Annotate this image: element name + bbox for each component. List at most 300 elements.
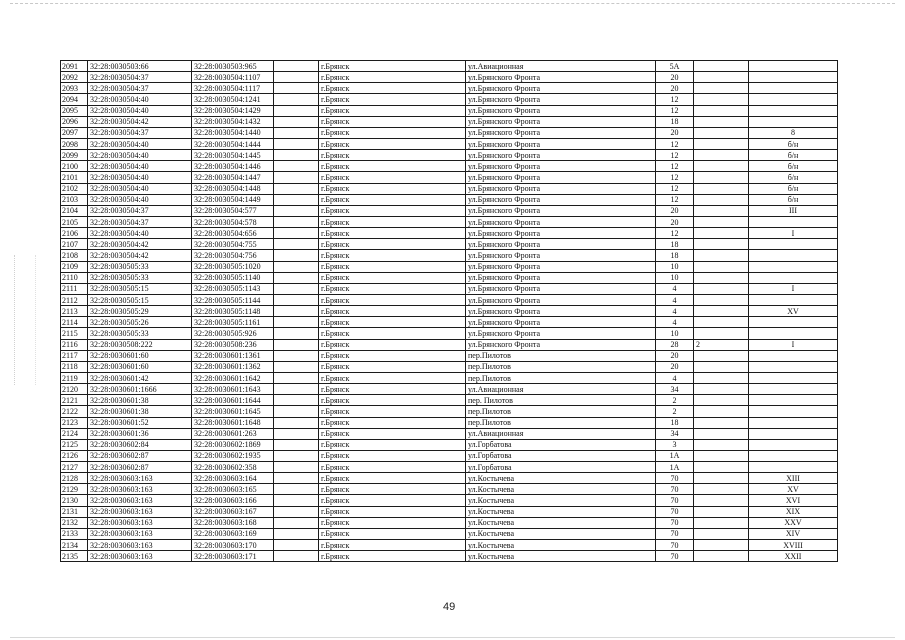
city-cell: г.Брянск (319, 116, 466, 127)
table-row (61, 439, 838, 450)
row-number-cell: 2116 (61, 339, 88, 350)
house-number-cell: 20 (656, 361, 694, 372)
empty-cell (274, 372, 319, 383)
table-row (61, 339, 838, 350)
building-number-cell (694, 372, 749, 383)
empty-cell (274, 406, 319, 417)
empty-cell (274, 450, 319, 461)
street-cell: ул.Брянского Фронта (466, 83, 656, 94)
building-number-cell (694, 551, 749, 562)
house-number-cell: 70 (656, 484, 694, 495)
premises-number-cell: I (749, 283, 838, 294)
table-row (61, 417, 838, 428)
building-number-cell (694, 138, 749, 149)
building-number-cell (694, 72, 749, 83)
table-row (61, 462, 838, 473)
house-number-cell: 2 (656, 406, 694, 417)
house-number-cell: 70 (656, 517, 694, 528)
table-row (61, 306, 838, 317)
object-cadastral-cell: 32:28:0030504:656 (192, 228, 274, 239)
parcel-cadastral-cell: 32:28:0030603:163 (88, 528, 192, 539)
table-row (61, 361, 838, 372)
parcel-cadastral-cell: 32:28:0030505:29 (88, 306, 192, 317)
premises-number-cell: 8 (749, 127, 838, 138)
street-cell: пер.Пилотов (466, 372, 656, 383)
empty-cell (274, 172, 319, 183)
row-number-cell: 2124 (61, 428, 88, 439)
street-cell: ул.Брянского Фронта (466, 216, 656, 227)
row-number-cell: 2128 (61, 473, 88, 484)
parcel-cadastral-cell: 32:28:0030603:163 (88, 484, 192, 495)
premises-number-cell (749, 406, 838, 417)
object-cadastral-cell: 32:28:0030603:164 (192, 473, 274, 484)
empty-cell (274, 105, 319, 116)
scan-artifact (14, 255, 36, 385)
object-cadastral-cell: 32:28:0030505:1161 (192, 317, 274, 328)
table-row (61, 83, 838, 94)
table-row (61, 183, 838, 194)
parcel-cadastral-cell: 32:28:0030504:40 (88, 228, 192, 239)
table-row (61, 283, 838, 294)
city-cell: г.Брянск (319, 484, 466, 495)
house-number-cell: 34 (656, 428, 694, 439)
row-number-cell: 2129 (61, 484, 88, 495)
street-cell: ул.Горбатова (466, 450, 656, 461)
parcel-cadastral-cell: 32:28:0030601:60 (88, 361, 192, 372)
parcel-cadastral-cell: 32:28:0030602:87 (88, 450, 192, 461)
house-number-cell: 12 (656, 228, 694, 239)
city-cell: г.Брянск (319, 61, 466, 72)
house-number-cell: 70 (656, 528, 694, 539)
premises-number-cell (749, 272, 838, 283)
city-cell: г.Брянск (319, 272, 466, 283)
table-row (61, 495, 838, 506)
table-row (61, 216, 838, 227)
empty-cell (274, 361, 319, 372)
row-number-cell: 2114 (61, 317, 88, 328)
row-number-cell: 2106 (61, 228, 88, 239)
empty-cell (274, 484, 319, 495)
object-cadastral-cell: 32:28:0030505:1140 (192, 272, 274, 283)
building-number-cell (694, 83, 749, 94)
house-number-cell: 20 (656, 127, 694, 138)
object-cadastral-cell: 32:28:0030603:169 (192, 528, 274, 539)
house-number-cell: 10 (656, 272, 694, 283)
row-number-cell: 2096 (61, 116, 88, 127)
object-cadastral-cell: 32:28:0030505:926 (192, 328, 274, 339)
parcel-cadastral-cell: 32:28:0030505:33 (88, 261, 192, 272)
table-row (61, 350, 838, 361)
street-cell: ул.Костычева (466, 484, 656, 495)
page-top-edge (10, 3, 895, 4)
row-number-cell: 2127 (61, 462, 88, 473)
table-row (61, 127, 838, 138)
premises-number-cell: I (749, 228, 838, 239)
parcel-cadastral-cell: 32:28:0030504:37 (88, 216, 192, 227)
house-number-cell: 20 (656, 72, 694, 83)
city-cell: г.Брянск (319, 127, 466, 138)
building-number-cell (694, 150, 749, 161)
row-number-cell: 2105 (61, 216, 88, 227)
row-number-cell: 2125 (61, 439, 88, 450)
parcel-cadastral-cell: 32:28:0030601:38 (88, 395, 192, 406)
premises-number-cell: XXII (749, 551, 838, 562)
building-number-cell (694, 127, 749, 138)
parcel-cadastral-cell: 32:28:0030504:37 (88, 83, 192, 94)
parcel-cadastral-cell: 32:28:0030603:163 (88, 551, 192, 562)
premises-number-cell: XIV (749, 528, 838, 539)
row-number-cell: 2112 (61, 294, 88, 305)
premises-number-cell (749, 317, 838, 328)
city-cell: г.Брянск (319, 551, 466, 562)
row-number-cell: 2099 (61, 150, 88, 161)
object-cadastral-cell: 32:28:0030504:1432 (192, 116, 274, 127)
building-number-cell (694, 495, 749, 506)
house-number-cell: 12 (656, 194, 694, 205)
building-number-cell (694, 228, 749, 239)
house-number-cell: 70 (656, 540, 694, 551)
building-number-cell (694, 261, 749, 272)
object-cadastral-cell: 32:28:0030601:1642 (192, 372, 274, 383)
street-cell: ул.Брянского Фронта (466, 328, 656, 339)
parcel-cadastral-cell: 32:28:0030505:26 (88, 317, 192, 328)
city-cell: г.Брянск (319, 72, 466, 83)
parcel-cadastral-cell: 32:28:0030504:40 (88, 94, 192, 105)
empty-cell (274, 506, 319, 517)
object-cadastral-cell: 32:28:0030603:168 (192, 517, 274, 528)
building-number-cell (694, 462, 749, 473)
street-cell: пер.Пилотов (466, 361, 656, 372)
house-number-cell: 12 (656, 150, 694, 161)
premises-number-cell (749, 72, 838, 83)
object-cadastral-cell: 32:28:0030504:1241 (192, 94, 274, 105)
object-cadastral-cell: 32:28:0030603:167 (192, 506, 274, 517)
object-cadastral-cell: 32:28:0030601:1361 (192, 350, 274, 361)
building-number-cell (694, 317, 749, 328)
table-row (61, 239, 838, 250)
house-number-cell: 20 (656, 205, 694, 216)
building-number-cell (694, 172, 749, 183)
row-number-cell: 2103 (61, 194, 88, 205)
object-cadastral-cell: 32:28:0030504:1448 (192, 183, 274, 194)
table-row (61, 528, 838, 539)
empty-cell (274, 384, 319, 395)
row-number-cell: 2091 (61, 61, 88, 72)
building-number-cell (694, 484, 749, 495)
row-number-cell: 2110 (61, 272, 88, 283)
row-number-cell: 2133 (61, 528, 88, 539)
street-cell: ул.Брянского Фронта (466, 272, 656, 283)
premises-number-cell (749, 450, 838, 461)
city-cell: г.Брянск (319, 540, 466, 551)
house-number-cell: 70 (656, 473, 694, 484)
premises-number-cell (749, 439, 838, 450)
row-number-cell: 2119 (61, 372, 88, 383)
city-cell: г.Брянск (319, 328, 466, 339)
premises-number-cell: XVI (749, 495, 838, 506)
empty-cell (274, 339, 319, 350)
object-cadastral-cell: 32:28:0030504:578 (192, 216, 274, 227)
city-cell: г.Брянск (319, 506, 466, 517)
parcel-cadastral-cell: 32:28:0030505:15 (88, 294, 192, 305)
object-cadastral-cell: 32:28:0030603:166 (192, 495, 274, 506)
house-number-cell: 18 (656, 239, 694, 250)
building-number-cell (694, 328, 749, 339)
page-bottom-edge (10, 637, 895, 638)
row-number-cell: 2102 (61, 183, 88, 194)
building-number-cell (694, 473, 749, 484)
city-cell: г.Брянск (319, 83, 466, 94)
street-cell: ул.Брянского Фронта (466, 105, 656, 116)
house-number-cell: 4 (656, 372, 694, 383)
city-cell: г.Брянск (319, 462, 466, 473)
city-cell: г.Брянск (319, 105, 466, 116)
table-row (61, 551, 838, 562)
building-number-cell (694, 361, 749, 372)
empty-cell (274, 283, 319, 294)
empty-cell (274, 150, 319, 161)
object-cadastral-cell: 32:28:0030503:965 (192, 61, 274, 72)
street-cell: ул.Горбатова (466, 462, 656, 473)
row-number-cell: 2111 (61, 283, 88, 294)
empty-cell (274, 473, 319, 484)
city-cell: г.Брянск (319, 395, 466, 406)
row-number-cell: 2101 (61, 172, 88, 183)
building-number-cell (694, 517, 749, 528)
parcel-cadastral-cell: 32:28:0030601:1666 (88, 384, 192, 395)
premises-number-cell (749, 462, 838, 473)
building-number-cell (694, 528, 749, 539)
object-cadastral-cell: 32:28:0030603:165 (192, 484, 274, 495)
city-cell: г.Брянск (319, 473, 466, 484)
object-cadastral-cell: 32:28:0030602:1935 (192, 450, 274, 461)
row-number-cell: 2098 (61, 138, 88, 149)
premises-number-cell (749, 61, 838, 72)
table-row (61, 540, 838, 551)
house-number-cell: 28 (656, 339, 694, 350)
parcel-cadastral-cell: 32:28:0030504:37 (88, 205, 192, 216)
street-cell: ул.Брянского Фронта (466, 116, 656, 127)
premises-number-cell: XV (749, 306, 838, 317)
street-cell: ул.Костычева (466, 540, 656, 551)
house-number-cell: 12 (656, 172, 694, 183)
empty-cell (274, 495, 319, 506)
parcel-cadastral-cell: 32:28:0030603:163 (88, 506, 192, 517)
table-row (61, 473, 838, 484)
street-cell: ул.Брянского Фронта (466, 138, 656, 149)
street-cell: пер.Пилотов (466, 406, 656, 417)
object-cadastral-cell: 32:28:0030504:1429 (192, 105, 274, 116)
premises-number-cell (749, 239, 838, 250)
parcel-cadastral-cell: 32:28:0030504:40 (88, 150, 192, 161)
object-cadastral-cell: 32:28:0030504:756 (192, 250, 274, 261)
table-row (61, 450, 838, 461)
table-row (61, 372, 838, 383)
table-row (61, 138, 838, 149)
house-number-cell: 18 (656, 417, 694, 428)
empty-cell (274, 294, 319, 305)
city-cell: г.Брянск (319, 450, 466, 461)
building-number-cell (694, 283, 749, 294)
table-row (61, 272, 838, 283)
city-cell: г.Брянск (319, 228, 466, 239)
premises-number-cell: б/н (749, 161, 838, 172)
street-cell: ул.Брянского Фронта (466, 239, 656, 250)
parcel-cadastral-cell: 32:28:0030504:40 (88, 183, 192, 194)
street-cell: ул.Костычева (466, 528, 656, 539)
row-number-cell: 2134 (61, 540, 88, 551)
street-cell: ул.Брянского Фронта (466, 94, 656, 105)
city-cell: г.Брянск (319, 417, 466, 428)
street-cell: ул.Брянского Фронта (466, 72, 656, 83)
street-cell: ул.Брянского Фронта (466, 294, 656, 305)
object-cadastral-cell: 32:28:0030504:1445 (192, 150, 274, 161)
parcel-cadastral-cell: 32:28:0030503:66 (88, 61, 192, 72)
empty-cell (274, 216, 319, 227)
premises-number-cell (749, 216, 838, 227)
object-cadastral-cell: 32:28:0030504:1447 (192, 172, 274, 183)
premises-number-cell: б/н (749, 172, 838, 183)
building-number-cell (694, 506, 749, 517)
premises-number-cell: III (749, 205, 838, 216)
street-cell: ул.Брянского Фронта (466, 228, 656, 239)
house-number-cell: 3 (656, 439, 694, 450)
building-number-cell (694, 105, 749, 116)
table-row (61, 172, 838, 183)
premises-number-cell: XIII (749, 473, 838, 484)
building-number-cell (694, 450, 749, 461)
house-number-cell: 1А (656, 450, 694, 461)
city-cell: г.Брянск (319, 183, 466, 194)
parcel-cadastral-cell: 32:28:0030504:40 (88, 194, 192, 205)
building-number-cell (694, 306, 749, 317)
premises-number-cell (749, 116, 838, 127)
object-cadastral-cell: 32:28:0030602:358 (192, 462, 274, 473)
building-number-cell (694, 250, 749, 261)
premises-number-cell: XV (749, 484, 838, 495)
building-number-cell (694, 428, 749, 439)
city-cell: г.Брянск (319, 250, 466, 261)
row-number-cell: 2100 (61, 161, 88, 172)
parcel-cadastral-cell: 32:28:0030601:38 (88, 406, 192, 417)
empty-cell (274, 261, 319, 272)
street-cell: ул.Брянского Фронта (466, 161, 656, 172)
house-number-cell: 10 (656, 261, 694, 272)
building-number-cell (694, 384, 749, 395)
empty-cell (274, 417, 319, 428)
row-number-cell: 2095 (61, 105, 88, 116)
object-cadastral-cell: 32:28:0030601:1645 (192, 406, 274, 417)
table-row (61, 150, 838, 161)
row-number-cell: 2123 (61, 417, 88, 428)
empty-cell (274, 194, 319, 205)
row-number-cell: 2108 (61, 250, 88, 261)
building-number-cell (694, 540, 749, 551)
object-cadastral-cell: 32:28:0030504:1107 (192, 72, 274, 83)
street-cell: ул.Брянского Фронта (466, 205, 656, 216)
premises-number-cell: б/н (749, 150, 838, 161)
city-cell: г.Брянск (319, 528, 466, 539)
house-number-cell: 4 (656, 306, 694, 317)
house-number-cell: 5А (656, 61, 694, 72)
empty-cell (274, 350, 319, 361)
empty-cell (274, 94, 319, 105)
row-number-cell: 2092 (61, 72, 88, 83)
row-number-cell: 2121 (61, 395, 88, 406)
row-number-cell: 2132 (61, 517, 88, 528)
premises-number-cell: XVIII (749, 540, 838, 551)
empty-cell (274, 540, 319, 551)
city-cell: г.Брянск (319, 205, 466, 216)
parcel-cadastral-cell: 32:28:0030602:87 (88, 462, 192, 473)
object-cadastral-cell: 32:28:0030601:263 (192, 428, 274, 439)
building-number-cell (694, 439, 749, 450)
row-number-cell: 2126 (61, 450, 88, 461)
premises-number-cell: б/н (749, 194, 838, 205)
object-cadastral-cell: 32:28:0030504:1449 (192, 194, 274, 205)
building-number-cell (694, 406, 749, 417)
street-cell: ул.Брянского Фронта (466, 172, 656, 183)
table-row (61, 228, 838, 239)
city-cell: г.Брянск (319, 161, 466, 172)
parcel-cadastral-cell: 32:28:0030504:37 (88, 127, 192, 138)
row-number-cell: 2107 (61, 239, 88, 250)
row-number-cell: 2131 (61, 506, 88, 517)
house-number-cell: 20 (656, 216, 694, 227)
empty-cell (274, 138, 319, 149)
street-cell: ул.Брянского Фронта (466, 306, 656, 317)
object-cadastral-cell: 32:28:0030602:1869 (192, 439, 274, 450)
parcel-cadastral-cell: 32:28:0030508:222 (88, 339, 192, 350)
house-number-cell: 10 (656, 328, 694, 339)
table-row (61, 116, 838, 127)
house-number-cell: 12 (656, 183, 694, 194)
table-row (61, 194, 838, 205)
premises-number-cell (749, 261, 838, 272)
street-cell: ул.Брянского Фронта (466, 250, 656, 261)
street-cell: ул.Брянского Фронта (466, 317, 656, 328)
city-cell: г.Брянск (319, 495, 466, 506)
city-cell: г.Брянск (319, 350, 466, 361)
empty-cell (274, 395, 319, 406)
table-row (61, 250, 838, 261)
street-cell: ул.Костычева (466, 495, 656, 506)
premises-number-cell: XXV (749, 517, 838, 528)
parcel-cadastral-cell: 32:28:0030602:84 (88, 439, 192, 450)
row-number-cell: 2120 (61, 384, 88, 395)
row-number-cell: 2117 (61, 350, 88, 361)
registry-table (60, 60, 838, 562)
row-number-cell: 2135 (61, 551, 88, 562)
parcel-cadastral-cell: 32:28:0030601:60 (88, 350, 192, 361)
street-cell: ул.Брянского Фронта (466, 127, 656, 138)
building-number-cell (694, 116, 749, 127)
premises-number-cell: I (749, 339, 838, 350)
empty-cell (274, 428, 319, 439)
table-row (61, 161, 838, 172)
parcel-cadastral-cell: 32:28:0030505:33 (88, 328, 192, 339)
street-cell: ул.Брянского Фронта (466, 183, 656, 194)
premises-number-cell: XIX (749, 506, 838, 517)
empty-cell (274, 439, 319, 450)
building-number-cell (694, 205, 749, 216)
empty-cell (274, 306, 319, 317)
building-number-cell (694, 61, 749, 72)
building-number-cell (694, 183, 749, 194)
house-number-cell: 12 (656, 161, 694, 172)
city-cell: г.Брянск (319, 384, 466, 395)
house-number-cell: 20 (656, 350, 694, 361)
